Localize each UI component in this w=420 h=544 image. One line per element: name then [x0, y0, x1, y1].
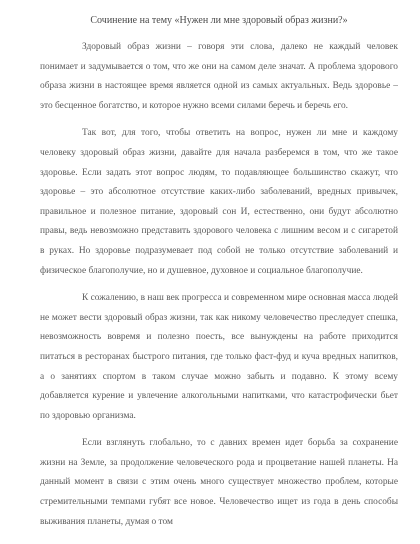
document-title: Сочинение на тему «Нужен ли мне здоровый образ жизни?» — [90, 15, 348, 26]
paragraph-3: К сожалению, в наш век прогресса и современном мире основная масса людей не может вести здоровый образ жизни, так как никому человечество преследует спешка, невозможность вовремя и полезно поесть, все вынуждены на работе приходится питаться в ресторанах быстрого питания, где только фаст-фуд и куча вредных напитков, а о занятиях спортом в таком случае можно забыть и подавно. К этому всему добавляется курение и увлечение алкогольными напитками, что катастрофически бьет по здоровью организма. — [40, 293, 398, 421]
paragraph-4: Если взглянуть глобально, то с давних времен идет борьба за сохранение жизни на Земле, за продолжение человеческого рода и процветание нашей планеты. На данный момент в связи с этим очень много существует множество проблем, которые стремительными темпами губят все новое. Человечество ищет из года в день способы выживания планеты, думая о том — [40, 438, 398, 527]
paragraph-2: Так вот, для того, чтобы ответить на вопрос, нужен ли мне и каждому человеку здоровый образ жизни, давайте для начала разберемся в том, что же такое здоровье. Если задать этот вопрос людям, то подавляющее большинство скажут, что здоровье – это абсолютное отсутствие каких-либо заболеваний, вредных привычек, правильное и полезное питание, здоровый сон И, естественно, они будут абсолютно правы, ведь невозможно представить здорового человека с лишним весом и с сигаретой в руках. Но здоровье подразумевает под собой не только отсутствие заболеваний и физическое благополучие, но и душевное, духовное и социальное благополучие. — [40, 128, 398, 276]
paragraph-1: Здоровый образ жизни – говоря эти слова, далеко не каждый человек понимает и задумывается о том, что же они на самом деле значат. А проблема здорового образа жизни в настоящее время является одной из самых актуальных. Ведь здоровье – это бесценное богатство, и которое нужно всеми силами беречь и беречь его. — [40, 42, 398, 111]
